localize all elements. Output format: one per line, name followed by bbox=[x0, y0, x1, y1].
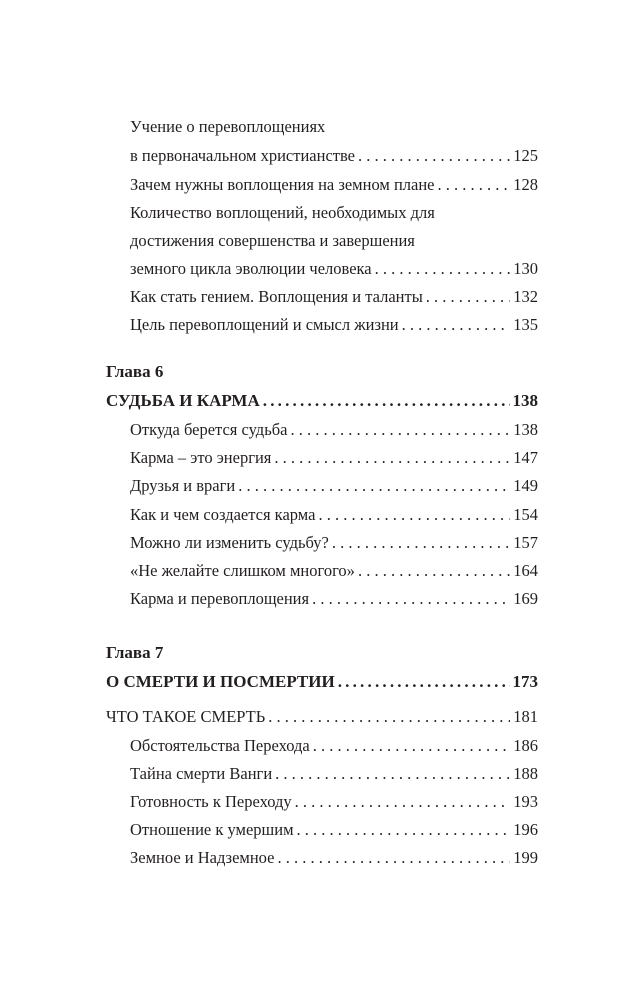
toc-entry bbox=[130, 764, 538, 784]
leader-dots bbox=[318, 505, 510, 525]
toc-page-number: 199 bbox=[513, 848, 538, 867]
toc-entry-line bbox=[130, 203, 538, 223]
toc-page-number: 135 bbox=[513, 315, 538, 334]
leader-dots bbox=[290, 420, 510, 440]
leader-dots bbox=[438, 175, 511, 195]
leader-dots bbox=[332, 533, 510, 553]
leader-dots bbox=[375, 259, 511, 279]
leader-dots bbox=[313, 736, 511, 756]
toc-page-number: 186 bbox=[513, 736, 538, 755]
toc-entry-title: достижения совершенства и завершения bbox=[130, 231, 415, 250]
chapter-heading bbox=[106, 391, 538, 411]
chapter-heading-title: О СМЕРТИ И ПОСМЕРТИИ bbox=[106, 672, 335, 691]
toc-entry-title: Готовность к Переходу bbox=[130, 792, 292, 811]
leader-dots bbox=[263, 391, 510, 411]
toc-entry bbox=[130, 848, 538, 868]
toc-page-number: 138 bbox=[512, 391, 538, 410]
toc-entry bbox=[130, 792, 538, 812]
toc-page-number: 130 bbox=[513, 259, 538, 278]
toc-entry-title: Карма – это энергия bbox=[130, 448, 272, 467]
toc-entry-title: Как стать гением. Воплощения и таланты bbox=[130, 287, 423, 306]
toc-entry-title: Можно ли изменить судьбу? bbox=[130, 533, 329, 552]
leader-dots bbox=[358, 146, 510, 166]
toc-entry-title: Друзья и враги bbox=[130, 476, 236, 495]
toc-entry-title: земного цикла эволюции человека bbox=[130, 259, 372, 278]
toc-entry bbox=[130, 589, 538, 609]
toc-page-number: 196 bbox=[513, 820, 538, 839]
chapter-label: Глава 6 bbox=[106, 362, 164, 381]
leader-dots bbox=[297, 820, 511, 840]
toc-entry-title: Цель перевоплощений и смысл жизни bbox=[130, 315, 399, 334]
toc-entry bbox=[130, 146, 538, 166]
toc-entry bbox=[130, 505, 538, 525]
toc-entry-line bbox=[130, 117, 538, 137]
toc-entry bbox=[130, 476, 538, 496]
toc-entry bbox=[130, 448, 538, 468]
toc-entry bbox=[130, 420, 538, 440]
toc-entry-title: Земное и Надземное bbox=[130, 848, 275, 867]
toc-entry-title: Обстоятельства Перехода bbox=[130, 736, 310, 755]
toc-entry-title: Карма и перевоплощения bbox=[130, 589, 310, 608]
toc-page-number: 193 bbox=[513, 792, 538, 811]
toc-entry-title: Количество воплощений, необходимых для bbox=[130, 203, 435, 222]
toc-page-number: 128 bbox=[513, 175, 538, 194]
leader-dots bbox=[275, 764, 510, 784]
toc-entry-title: Откуда берется судьба bbox=[130, 420, 288, 439]
chapter-heading bbox=[106, 672, 538, 692]
toc-entry-title: Отношение к умершим bbox=[130, 820, 294, 839]
toc-entry-title: Как и чем создается карма bbox=[130, 505, 316, 524]
leader-dots bbox=[238, 476, 510, 496]
toc-entry bbox=[130, 259, 538, 279]
toc-section-title: ЧТО ТАКОЕ СМЕРТЬ bbox=[106, 707, 266, 726]
chapter-label: Глава 7 bbox=[106, 643, 164, 662]
toc-entry bbox=[130, 175, 538, 195]
leader-dots bbox=[358, 561, 510, 581]
toc-page-number: 164 bbox=[513, 561, 538, 580]
leader-dots bbox=[402, 315, 511, 335]
leader-dots bbox=[274, 448, 510, 468]
leader-dots bbox=[295, 792, 511, 812]
leader-dots bbox=[277, 848, 510, 868]
toc-page-number: 132 bbox=[513, 287, 538, 306]
toc-page-number: 154 bbox=[513, 505, 538, 524]
toc-entry-title: Тайна смерти Ванги bbox=[130, 764, 273, 783]
toc-page-number: 181 bbox=[513, 707, 538, 726]
toc-page-number: 125 bbox=[513, 146, 538, 165]
toc-entry bbox=[130, 315, 538, 335]
toc-entry-title: «Не желайте слишком многого» bbox=[130, 561, 355, 580]
toc-entry bbox=[130, 533, 538, 553]
toc-entry-line bbox=[130, 231, 538, 251]
toc-page-number: 149 bbox=[513, 476, 538, 495]
toc-entry bbox=[130, 561, 538, 581]
chapter-heading-title: СУДЬБА И КАРМА bbox=[106, 391, 260, 410]
toc-page-number: 157 bbox=[513, 533, 538, 552]
toc-entry bbox=[130, 736, 538, 756]
leader-dots bbox=[338, 672, 510, 692]
toc-page-number: 138 bbox=[513, 420, 538, 439]
toc-entry-title: в первоначальном христианстве bbox=[130, 146, 355, 165]
toc-entry bbox=[130, 820, 538, 840]
toc-entry-title: Учение о перевоплощениях bbox=[130, 117, 326, 136]
toc-page-number: 173 bbox=[512, 672, 538, 691]
toc-page-number: 169 bbox=[513, 589, 538, 608]
toc-section bbox=[106, 707, 538, 727]
toc-entry bbox=[130, 287, 538, 307]
toc-entry-title: Зачем нужны воплощения на земном плане bbox=[130, 175, 435, 194]
leader-dots bbox=[268, 707, 510, 727]
leader-dots bbox=[312, 589, 510, 609]
toc-page-number: 147 bbox=[513, 448, 538, 467]
leader-dots bbox=[426, 287, 510, 307]
toc-page-number: 188 bbox=[513, 764, 538, 783]
